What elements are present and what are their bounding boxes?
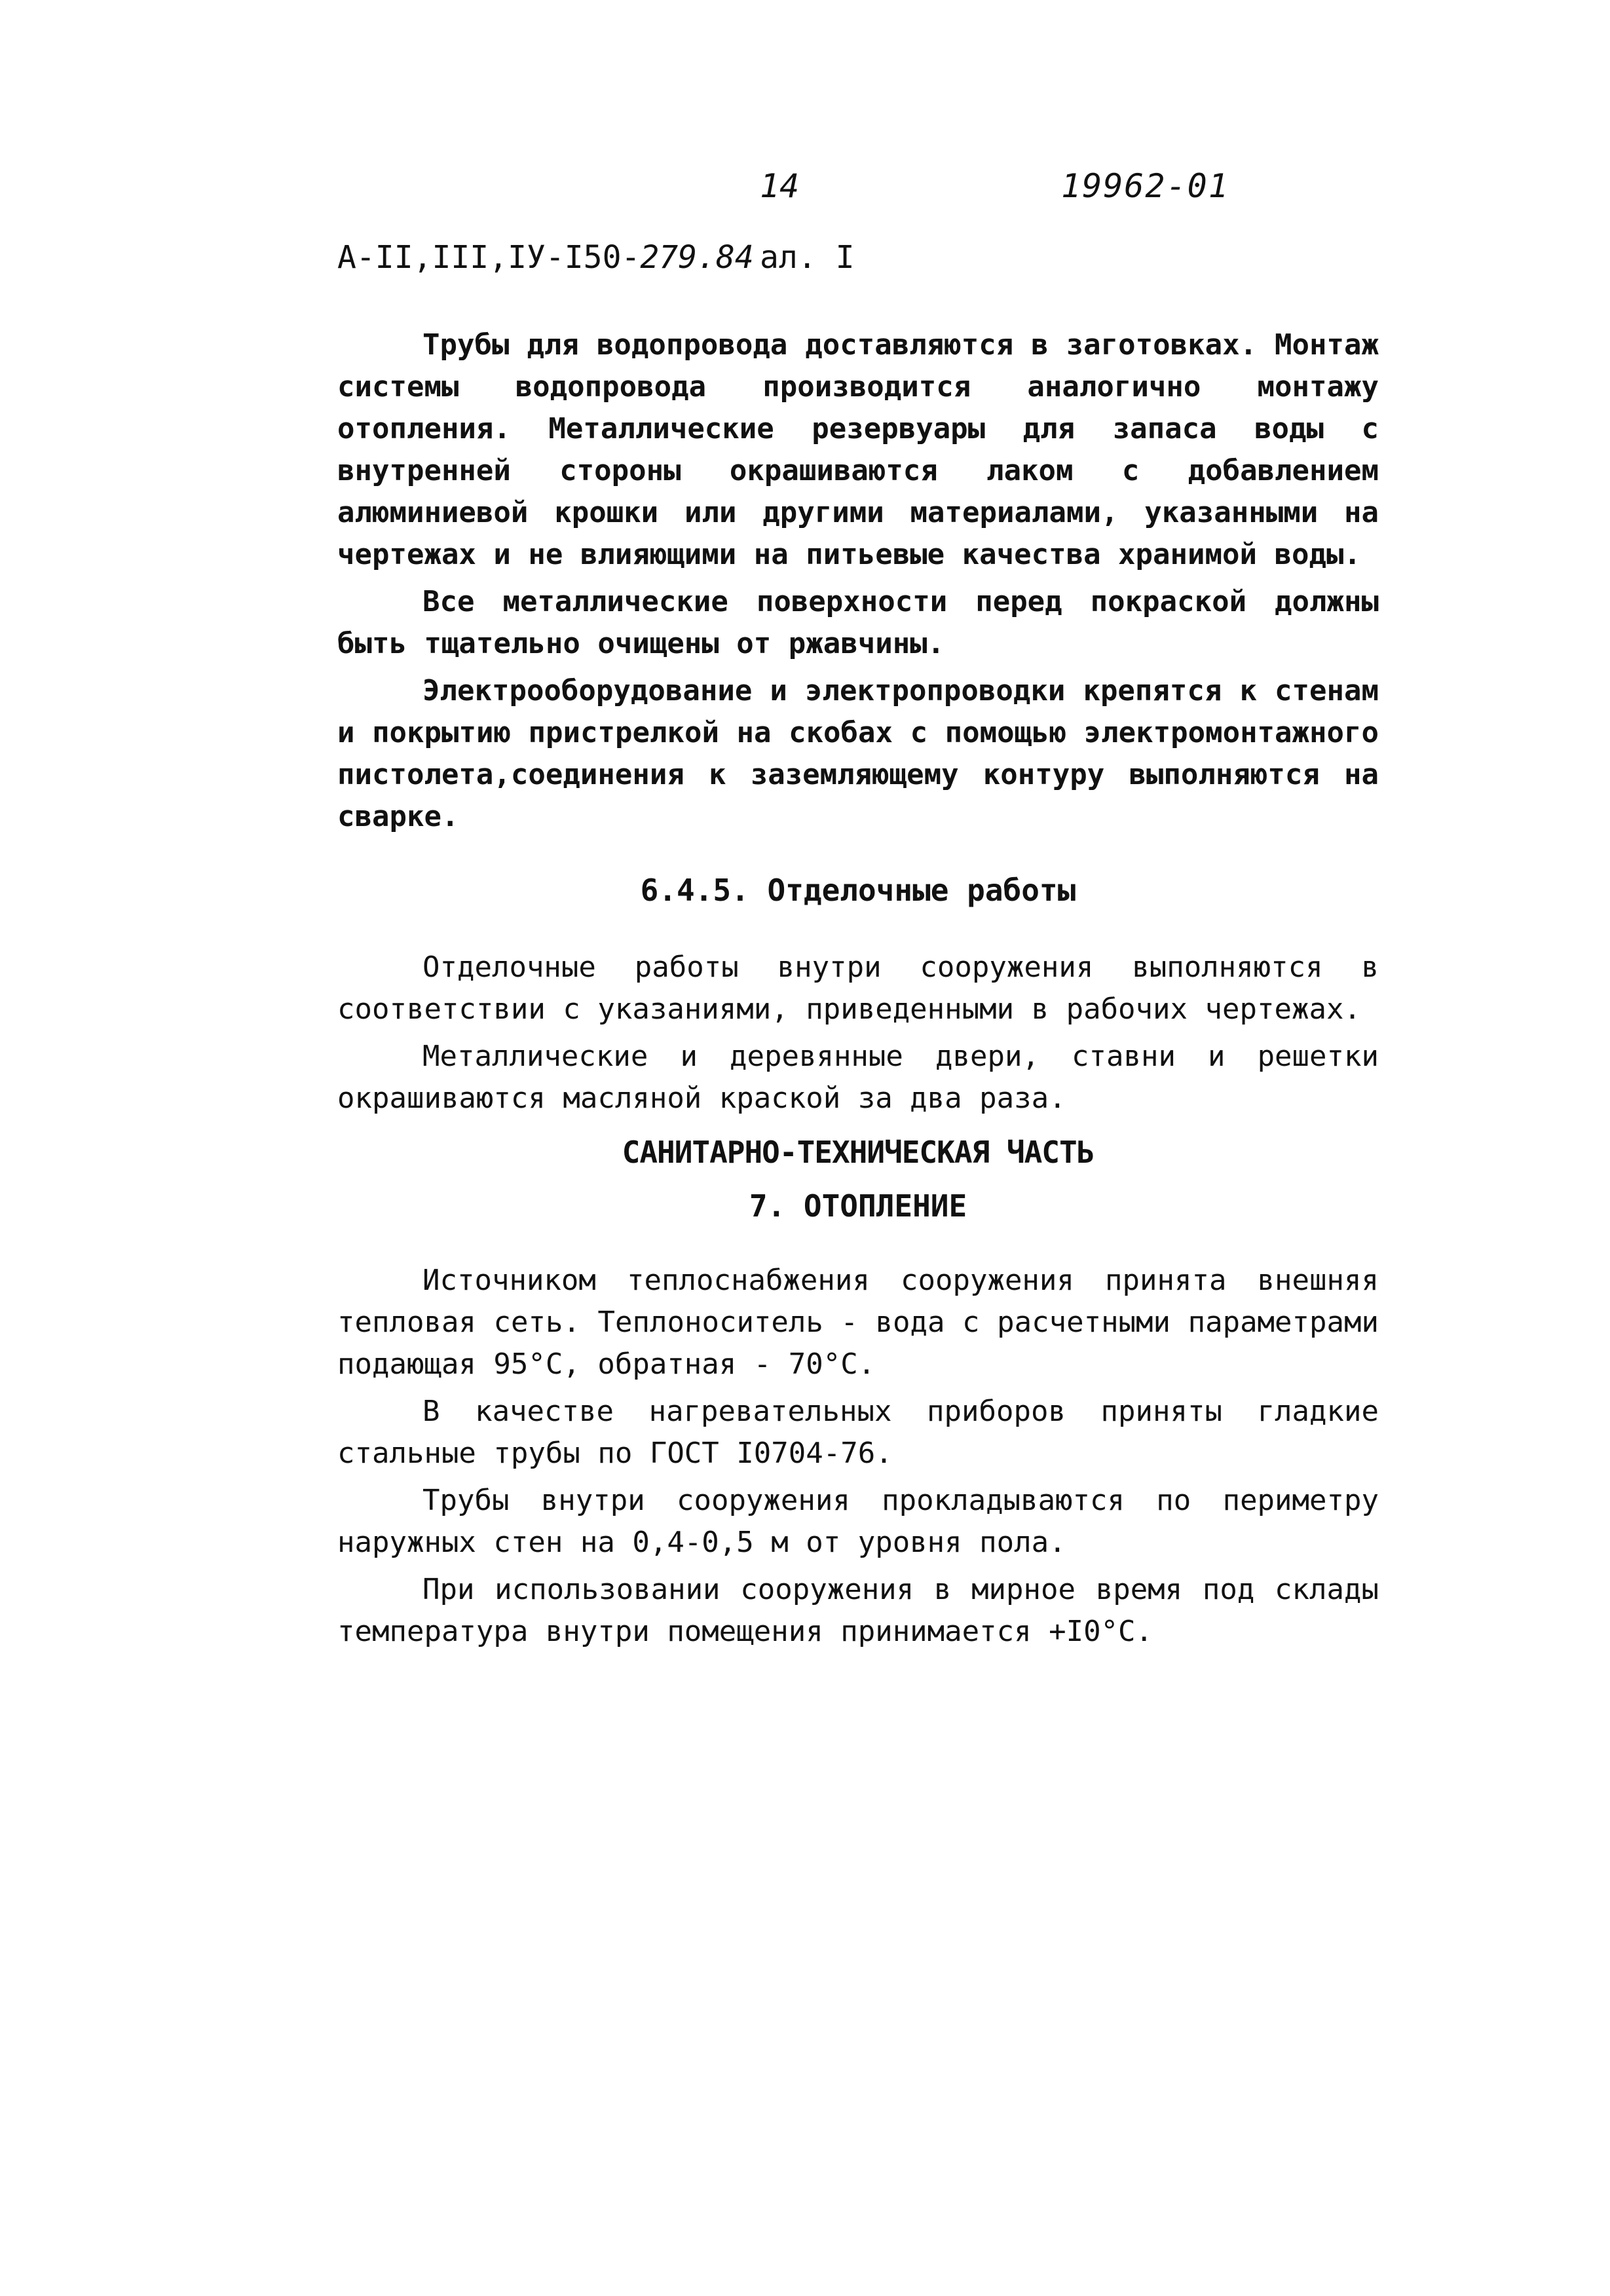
paragraph-doors-painting: Металлические и деревянные двери, ставни и решетки окрашиваются масляной краской за два раза. xyxy=(337,1040,1379,1115)
series-handwritten-number: 279.84 xyxy=(640,239,754,276)
series-designation xyxy=(337,239,754,276)
paragraph-heat-source: Источником теплоснабжения сооружения принята внешняя тепловая сеть. Теплоноситель - вода с расчетными параметрами подающая 95°С, обратная - 70°С. xyxy=(337,1264,1379,1381)
paragraph-temperature: При использовании сооружения в мирное время под склады температура внутри помещения принимается +I0°С. xyxy=(337,1573,1379,1648)
part-heading-sanitary: САНИТАРНО-ТЕХНИЧЕСКАЯ ЧАСТЬ xyxy=(622,1135,1095,1170)
paragraph-water-pipes: Трубы для водопровода доставляются в заготовках. Монтаж системы водопровода производится аналогично монтажу отопления. Металлические резервуары для запаса воды с внутренней стороны окрашиваются лаком с добавлением алюминиевой крошки или другими материалами, указанными на чертежах и не влияющими на питьевые качества хранимой воды. xyxy=(337,328,1379,571)
paragraph-electrical: Электрооборудование и электропроводки крепятся к стенам и покрытию пристрелкой на скобах с помощью электромонтажного пистолета,соединения к заземляющему контуру выполняются на сварке. xyxy=(337,674,1379,833)
document-code: 19962-01 xyxy=(1061,167,1229,205)
section-heading-finishing: 6.4.5. Отделочные работы xyxy=(640,873,1076,908)
page-number: 14 xyxy=(760,167,800,205)
paragraph-pipe-routing: Трубы внутри сооружения прокладываются по периметру наружных стен на 0,4-0,5 м от уровня пола. xyxy=(337,1484,1379,1559)
paragraph-heating-devices: В качестве нагревательных приборов приняты гладкие стальные трубы по ГОСТ I0704-76. xyxy=(337,1395,1379,1470)
paragraph-metal-surfaces: Все металлические поверхности перед покраской должны быть тщательно очищены от ржавчины. xyxy=(337,585,1379,660)
document-body xyxy=(337,324,1379,1653)
chapter-heading-heating: 7. ОТОПЛЕНИЕ xyxy=(749,1188,967,1224)
sheet-label: ал. I xyxy=(760,239,855,276)
series-prefix: А-II,III,IУ-I50- xyxy=(337,239,641,276)
paragraph-finishing-works: Отделочные работы внутри сооружения выполняются в соответствии с указаниями, приведенными в рабочих чертежах. xyxy=(337,950,1379,1026)
